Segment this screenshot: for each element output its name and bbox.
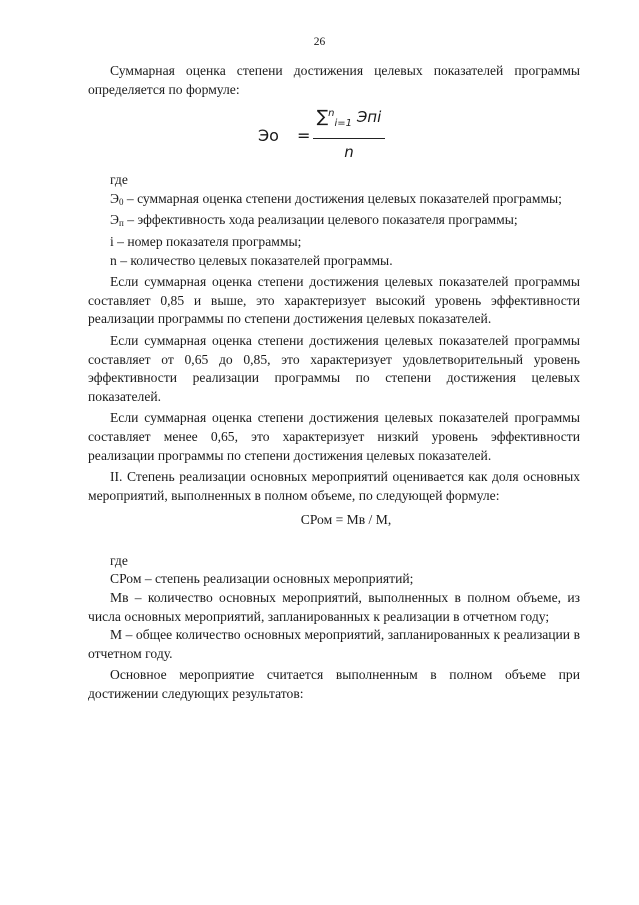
eo-subscript: 0	[118, 196, 124, 207]
definition-m: М – общее количество основных мероприятий, запланированных к реализации в отчетном году.	[88, 627, 580, 661]
ep-symbol: Э	[110, 212, 119, 228]
paragraph-high-level: Если суммарная оценка степени достижения целевых показателей программы составляет 0,85 и выше, это характеризует высокий уровень эффективности реализации программы по степени достижения целевых показателей.	[88, 274, 580, 327]
definition-i: i – номер показателя программы;	[110, 233, 302, 249]
definition-ep	[88, 211, 580, 233]
intro-paragraph: Суммарная оценка степени достижения целевых показателей программы определяется по формуле:	[88, 63, 580, 97]
sum-symbol: ∑	[316, 107, 329, 128]
where-label-2: где	[110, 552, 128, 568]
sum-lower-limit: i=1	[334, 118, 353, 130]
paragraph-completion-criteria: Основное мероприятие считается выполненным в полном объеме при достижении следующих результатов:	[88, 667, 580, 702]
sum-upper-limit: n	[328, 108, 335, 120]
definition-n: n – количество целевых показателей программы.	[110, 252, 393, 268]
section-ii-paragraph: II. Степень реализации основных мероприятий оценивается как доля основных мероприятий, выполненных в полном объеме, по следующей формуле:	[88, 469, 580, 503]
formula-equals: =	[297, 126, 311, 146]
eo-symbol: Э	[110, 190, 119, 206]
ep-subscript: п	[118, 218, 124, 229]
sum-term: Эпi	[356, 108, 382, 127]
definition-mv: Мв – количество основных мероприятий, выполненных в полном объеме, из числа основных мероприятий, запланированных к реализации в отчетном году;	[88, 590, 580, 624]
where-label-1: где	[110, 172, 128, 188]
definition-srom: СРом – степень реализации основных мероприятий;	[110, 571, 414, 587]
document-body	[88, 62, 580, 704]
formula-sum-estimate	[88, 101, 580, 171]
page-number: 26	[313, 36, 326, 48]
ep-definition-text: – эффективность хода реализации целевого показателя программы;	[123, 212, 518, 228]
spacer	[88, 530, 580, 552]
paragraph-low-level: Если суммарная оценка степени достижения целевых показателей программы составляет менее 0,65, это характеризует низкий уровень эффективности реализации программы по степени достижения целевых показателей.	[88, 410, 580, 463]
formula-srom: СРом = Мв / М,	[300, 512, 392, 528]
definition-eo	[88, 190, 580, 212]
eo-definition-text: – суммарная оценка степени достижения целевых показателей программы;	[123, 190, 562, 206]
formula-numerator	[313, 103, 385, 135]
formula-fraction	[313, 103, 385, 162]
formula-denominator: n	[344, 143, 354, 162]
formula-lhs: Эо	[258, 126, 279, 146]
paragraph-satisfactory-level: Если суммарная оценка степени достижения целевых показателей программы составляет от 0,65 до 0,85, это характеризует удовлетворительный уровень эффективности реализации программы по степени достижения целевых показателей.	[88, 332, 580, 404]
fraction-bar	[313, 138, 385, 139]
